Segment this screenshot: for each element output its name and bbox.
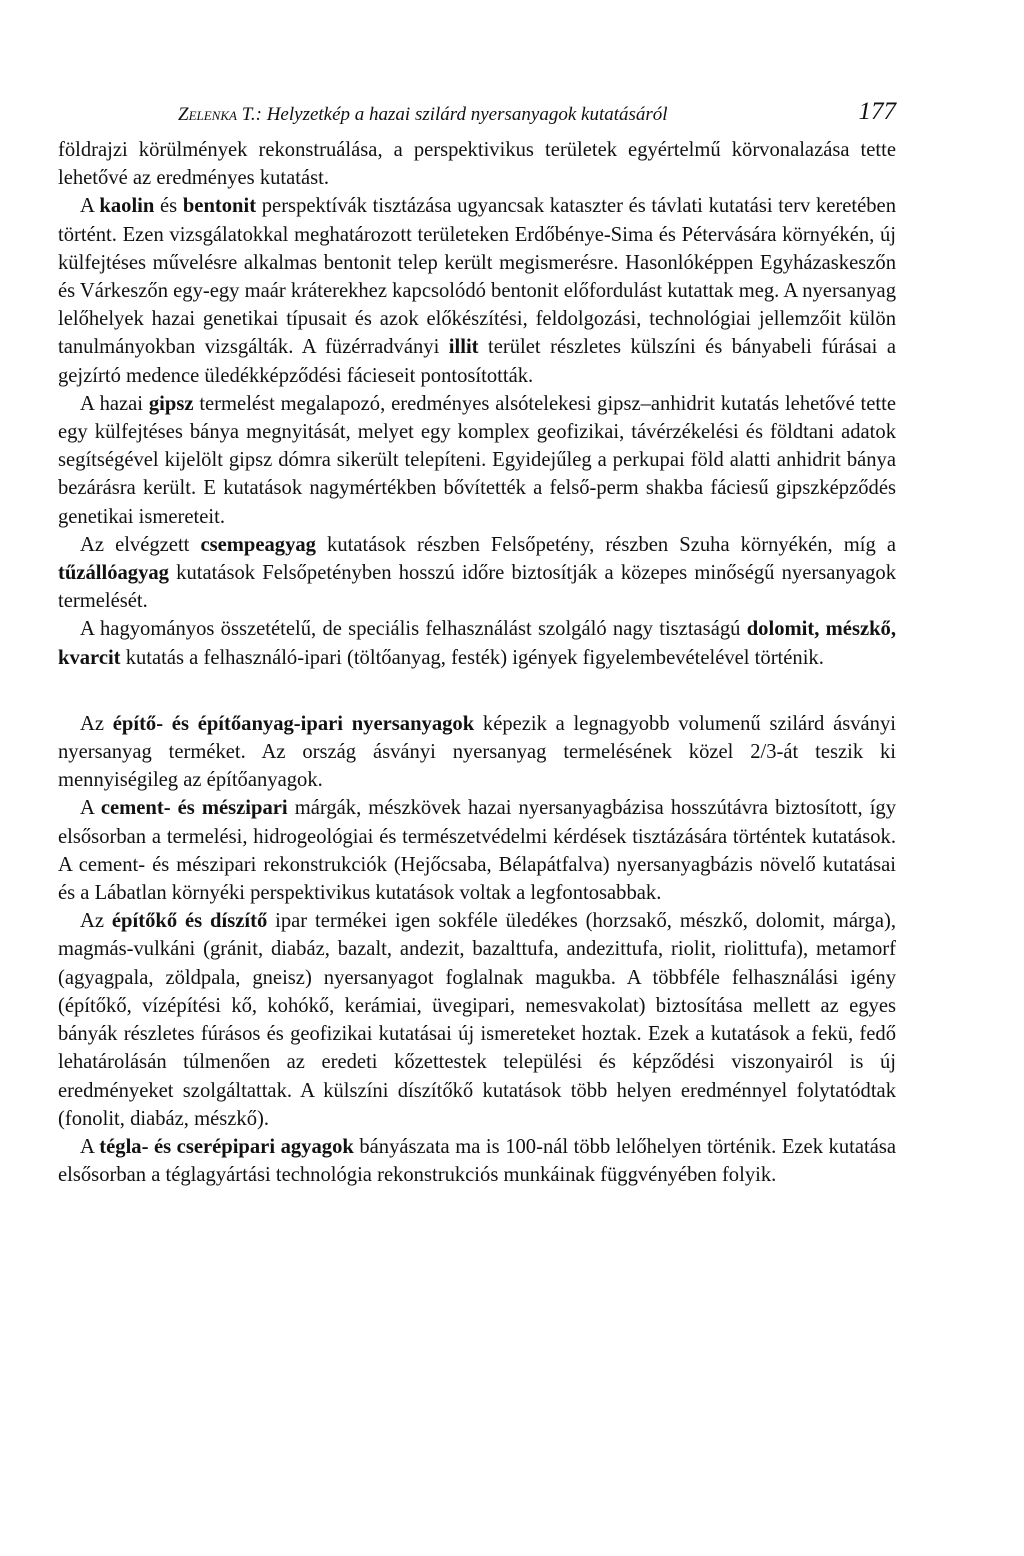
bold-term: gipsz bbox=[148, 392, 194, 415]
bold-term: bentonit bbox=[182, 195, 257, 218]
text-run: kutatások részben Felsőpetény, részben Szuha környékén, míg a bbox=[315, 533, 896, 556]
author-name: Zelenka T. bbox=[178, 104, 256, 125]
paragraph bbox=[58, 794, 896, 907]
text-run: terület részletes külszíni és bányabeli fúrásai a gejzírtó medence üledékképződési fácieseit pontosították. bbox=[58, 336, 896, 387]
running-header-title: : Helyzetkép a hazai szilárd nyersanyagok kutatásáról bbox=[255, 104, 668, 125]
text-run: bányászata ma is 100-nál több lelőhelyen történik. Ezek kutatása elsősorban a téglagyártási technológia rekonstrukciós munkáinak függvényében folyik. bbox=[58, 1135, 897, 1187]
bold-term: illit bbox=[448, 336, 479, 359]
paragraph bbox=[58, 390, 896, 531]
paragraph bbox=[58, 1133, 896, 1189]
text-run: földrajzi körülmények rekonstruálása, a perspektivikus területek egyértelmű körvonalazása tette lehetővé az eredményes kutatást. bbox=[58, 139, 896, 190]
body-text bbox=[58, 136, 896, 1189]
page-number: 177 bbox=[858, 98, 896, 125]
paragraph bbox=[58, 192, 896, 389]
paragraph bbox=[58, 136, 896, 192]
document-page bbox=[58, 92, 896, 1189]
paragraph bbox=[58, 710, 896, 795]
running-header bbox=[58, 92, 896, 132]
text-run: perspektívák tisztázása ugyancsak kataszter és távlati kutatási terv keretében történt. Ezen vizsgálatokkal meghatározott területeken Erdőbénye-Sima és Pétervására környékén, új külfejtéses művelésre alkalmas bentonit telep került megismerésre. Hasonlóképpen Egyházaskeszőn és Várkeszőn egy-egy maár kráterekhez kapcsolódó bentonit előfordulást kutattak meg. A nyersanyag lelőhelyek hazai genetikai típusait és azok előkészítési, feldolgozási, technológiai jellemzőit külön tanulmányokban vizsgálták. A füzérradványi bbox=[58, 195, 896, 359]
text-run: A hazai bbox=[80, 392, 149, 415]
text-run: márgák, mészkövek hazai nyersanyagbázisa hosszútávra biztosított, így elsősorban a termelési, hidrogeológiai és természetvédelmi kérdések tisztázására történtek kutatások. A cement- és mészipari rekonstrukciók (Hejőcsaba, Bélapátfalva) nyersanyagbázis növelő kutatásai és a Lábatlan környéki perspektivikus kutatások voltak a legfontosabbak. bbox=[58, 797, 897, 905]
text-run: A bbox=[80, 195, 100, 218]
text-run: kutatás a felhasználó-ipari (töltőanyag, festék) igények figyelembevételével történik. bbox=[120, 646, 824, 669]
paragraph bbox=[58, 907, 896, 1133]
text-run: ipar termékei igen sokféle üledékes (horzsakő, mészkő, dolomit, márga), magmás-vulkáni (gránit, diabáz, bazalt, andezit, bazalttufa, andezittufa, riolit, riolittufa), metamorf (agyagpala, zöldpala, gneisz) nyersanyagot foglalnak magukba. A többféle felhasználási igény (építőkő, vízépítési kő, kohókő, kerámiai, üvegipari, nemesvakolat) biztosítása mellett az egyes bányák részletes fúrásos és geofizikai kutatásai új ismereteket hoztak. Ezek a kutatások a fekü, fedő lehatárolásán túlmenően az eredeti kőzettestek települési és képződési viszonyairól is új eredményeket szolgáltattak. A külszíni díszítőkő kutatások több helyen eredménnyel folytatódtak (fonolit, diabáz, mészkő). bbox=[58, 910, 896, 1130]
text-run: Az elvégzett bbox=[80, 533, 201, 556]
running-header-author bbox=[178, 104, 668, 126]
bold-term: tégla- és cserépipari agyagok bbox=[99, 1135, 354, 1158]
bold-term: kaolin bbox=[99, 195, 155, 218]
text-run: Az bbox=[80, 712, 113, 735]
bold-term: tűzállóagyag bbox=[58, 562, 169, 585]
text-run: A bbox=[80, 1135, 100, 1158]
text-run: A hagyományos összetételű, de speciális felhasználást szolgáló nagy tisztaságú bbox=[80, 618, 747, 641]
text-run: kutatások Felsőpetényben hosszú időre biztosítják a közepes minőségű nyersanyagok termelését. bbox=[58, 562, 896, 613]
paragraph bbox=[58, 531, 896, 616]
bold-term: építőkő és díszítő bbox=[111, 910, 268, 933]
text-run: és bbox=[154, 195, 183, 218]
bold-term: cement- és mészipari bbox=[100, 797, 288, 820]
bold-term: építő- és építőanyag-ipari nyersanyagok bbox=[112, 712, 475, 735]
bold-term: dolomit, mészkő, kvarcit bbox=[58, 618, 896, 669]
text-run: Az bbox=[80, 910, 112, 933]
text-run: képezik a legnagyobb volumenű szilárd ásványi nyersanyag terméket. Az ország ásványi nyersanyag termelésének közel 2/3-át teszik ki mennyiségileg az építőanyagok. bbox=[58, 712, 896, 792]
bold-term: csempeagyag bbox=[200, 533, 316, 556]
text-run: termelést megalapozó, eredményes alsótelekesi gipsz–anhidrit kutatás lehetővé tette egy külfejtéses bánya megnyitását, melyet egy komplex geofizikai, távérzékelési és földtani adatok segítségével kijelölt gipsz dómra sikerült telepíteni. Egyidejűleg a perkupai föld alatti anhidrit bánya bezárásra került. E kutatások nagymértékben bővítették a felső-perm shakba fáciesű gipszképződés genetikai ismereteit. bbox=[58, 392, 896, 528]
text-run: A bbox=[80, 797, 101, 820]
paragraph bbox=[58, 615, 896, 671]
